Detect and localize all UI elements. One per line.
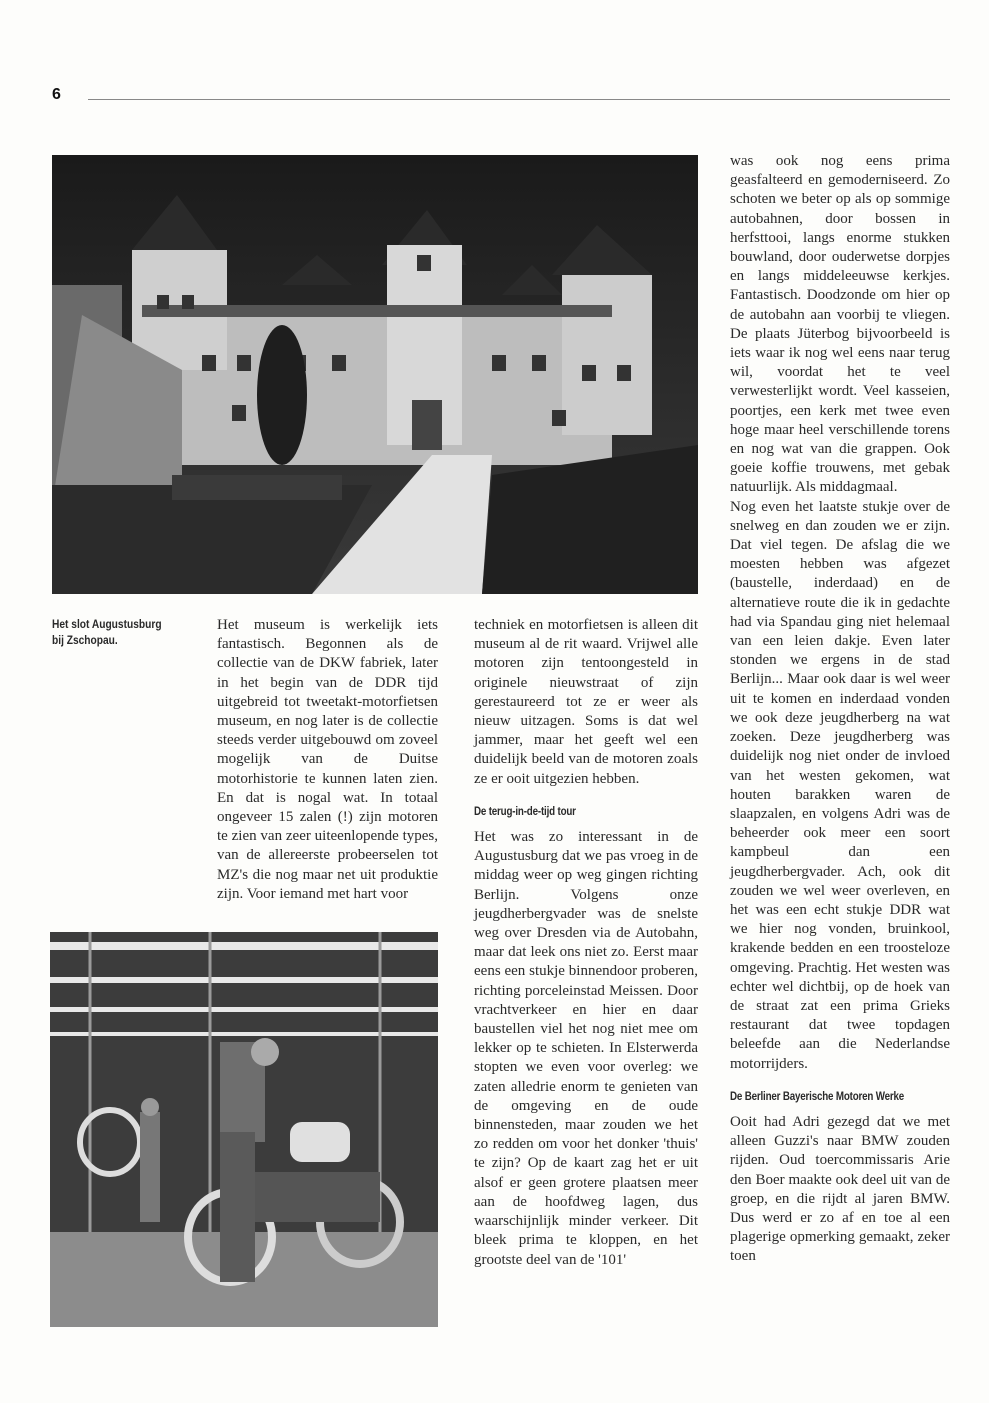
- paragraph: was ook nog eens prima geasfalteerd en gemoderniseerd. Zo schoten we beter op als op sommige autobahnen, door bossen in herfsttooi, langs enorme stukken bouwland, door ouderwetse dorpjes en langs middeleeuwse kerkjes. Fantastisch. Doodzonde om hier op de autobahn aan voorbij te vliegen. De plaats Jüterbog bijvoorbeeld is iets waar ik nog wel eens naar terug wil, voordat het te veel verwesterlijkt wordt. Veel kasseien, poortjes, een kerk met twee even hoge maar heel verschillende torens en nog wat van die grappen. Ook goeie koffie trouwens, met gebak natuurlijk. Als middagmaal.: [730, 153, 950, 496]
- column-2: [474, 616, 698, 1270]
- factory-photo: [50, 932, 438, 1327]
- section-heading: De terug-in-de-tijd tour: [474, 805, 576, 818]
- paragraph: Het museum is werkelijk iets fantastisch. Begonnen als de collectie van de DKW fabriek, later in het begin van de DDR tijd uitgebreid tot tweetakt-motorfietsen museum, en nog later is de collectie steeds verder uitgebouwd om zoveel mogelijk van de Duitse motorhistorie te kunnen laten zien. En dat is nogal wat. In totaal ongeveer 15 zalen (!) zijn motoren te zien van zeer uiteenlopende types, van de allereerste probeerselen tot MZ's die nog maar net uit produktie zijn. Voor iemand met hart voor: [217, 617, 438, 902]
- paragraph: Ooit had Adri gezegd dat we met alleen Guzzi's naar BMW zouden rijden. Oud toercommissaris Arie den Boer maakte ook deel uit van de groep, en die rijdt al jaren BMW. Dus werd er zo af en toe al een plagerige opmerking gemaakt, zeker toen: [730, 1113, 950, 1265]
- column-1: [217, 616, 438, 904]
- paragraph: Nog even het laatste stukje over de snelweg en dan zouden we er zijn. Dat viel tegen. De afslag die we moesten hebben was afgezet (baustelle, inderdaad) en de alternatieve route die ik in gedachte had via Spandau ging niet helemaal van een leien dakje. Even later stonden we ergens in de stad Berlijn... Maar ook daar is wel weer uit te komen en inderdaad vonden we ook deze jeugdherberg na wat zoeken. Deze jeugdherberg was duidelijk nog niet onder de invloed van het westen gekomen, wat houten barakken waren de slaapzalen, en volgens Adri was de beheerder ook meer een soort kampbeul dan een jeugdherbergvader. Ach, ook dit zouden we wel weer overleven, en het was een echt stukje DDR wat we hier nog vonden, bruinkool, krakende bedden en een troosteloze omgeving. Prachtig. Het westen was echter wel dichtbij, op de hoek van de straat zat een prima Grieks restaurant dat twee topdagen beleefde aan die Nederlandse motorrijders.: [730, 498, 950, 1072]
- paragraph: techniek en motorfietsen is alleen dit museum al de rit waard. Vrijwel alle motoren zijn tentoongesteld in originele nieuwstraat of zijn gerestaureerd tot ze er weer als nieuw uitzagen. Soms is dat wel jammer, maar het geeft wel een duidelijk beeld van de motoren zoals ze er ooit uitgezien hebben.: [474, 617, 698, 787]
- castle-photo: [52, 155, 698, 594]
- section-heading: De Berliner Bayerische Motoren Werke: [730, 1090, 905, 1103]
- page-number: 6: [52, 86, 61, 103]
- column-3: [730, 152, 950, 1267]
- paragraph: Het was zo interessant in de Augustusburg dat we pas vroeg in de middag weer op weg gingen richting Berlijn. Volgens onze jeugdherbergvader was de snelste weg over Dresden via de Autobahn, maar dat leek ons niet zo. Eerst maar eens een stukje binnendoor proberen, richting porceleinstad Meissen. Door vrachtverkeer en hier en daar baustellen viel het nog niet mee om lekker op te schieten. In Elsterwerda stopten we even voor overleg: we zaten alledrie enorm te genieten van de omgeving en de oude binnensteden, maar zouden we het zo redden om voor het donker 'thuis' te zijn? Op de kaart zag het er uit alsof er geen grotere plaatsen meer aan de hoofdweg lagen, dus waarschijnlijk minder verkeer. Dit bleek prima te kloppen, en het grootste deel van de '101': [474, 829, 698, 1268]
- photo-caption: Het slot Augustusburg bij Zschopau.: [52, 617, 162, 647]
- header-rule: [88, 99, 950, 100]
